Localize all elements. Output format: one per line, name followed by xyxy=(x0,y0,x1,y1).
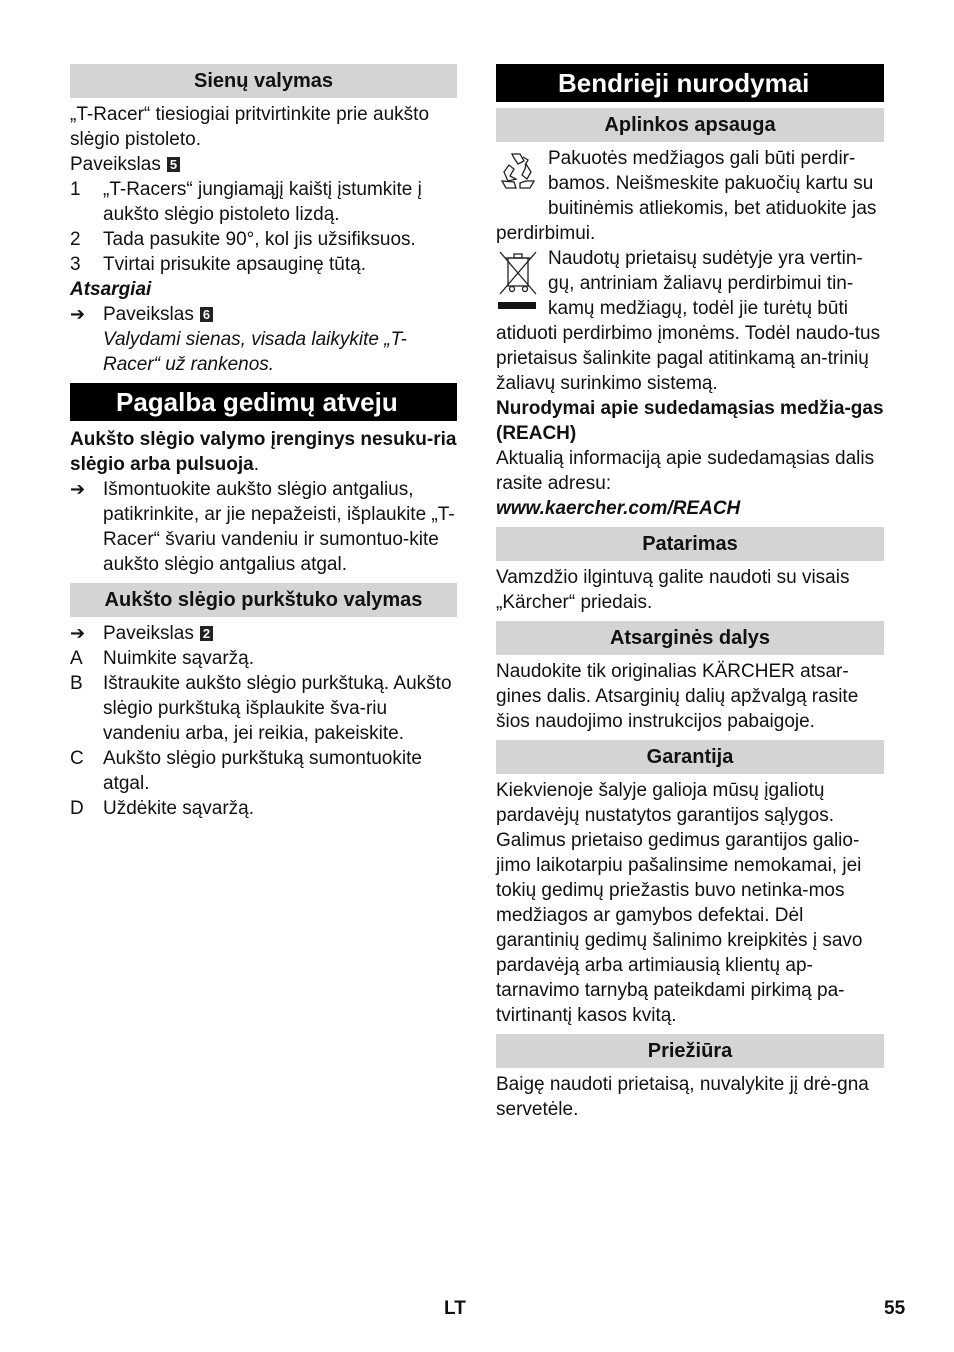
chapter-heading-general: Bendrieji nurodymai xyxy=(496,64,884,102)
step-text: Uždėkite sąvaržą. xyxy=(103,798,255,819)
caution-text: Valydami sienas, visada laikykite „T-Racer“ už rankenos. xyxy=(103,329,407,375)
section-heading-nozzle-cleaning: Aukšto slėgio purkštuko valymas xyxy=(70,583,457,617)
nozzle-figure-ref: ➔ Paveikslas 2 xyxy=(70,621,457,646)
nozzle-cleaning-steps xyxy=(70,646,457,821)
section-heading-tip: Patarimas xyxy=(496,527,884,561)
step-text: Nuimkite sąvaržą. xyxy=(103,648,254,669)
caution-label: Atsargiai xyxy=(70,279,152,300)
wall-cleaning-intro: „T-Racer“ tiesiogiai pritvirtinkite prie aukšto slėgio pistoleto. xyxy=(70,104,430,150)
figure-ref-5: Paveikslas 5 xyxy=(70,152,457,177)
reach-text: Aktualią informaciją apie sudedamąsias dalis rasite adresu: xyxy=(496,448,875,494)
step-marker: 2 xyxy=(70,229,81,250)
arrow-right-icon: ➔ xyxy=(70,304,86,324)
wall-cleaning-step xyxy=(70,227,457,252)
troubleshooting-problem: Aukšto slėgio valymo įrenginys nesuku-ria slėgio arba pulsuoja. xyxy=(70,429,457,475)
section-heading-wall-cleaning: Sienų valymas xyxy=(70,64,457,98)
nozzle-cleaning-step xyxy=(70,646,457,671)
wall-cleaning-step xyxy=(70,177,457,227)
step-text: Aukšto slėgio purkštuką sumontuokite atgal. xyxy=(103,748,422,794)
step-marker: 1 xyxy=(70,179,81,200)
troubleshooting-action: ➔ Išmontuokite aukšto slėgio antgalius, patikrinkite, ar jie nepažeisti, išplaukite „T-Racer“ švariu vandeniu ir sumontuo-kite aukšto slėgio antgalius atgal. xyxy=(70,479,455,575)
recycle-icon xyxy=(496,148,542,198)
nozzle-cleaning-step xyxy=(70,796,457,821)
step-marker: 3 xyxy=(70,254,81,275)
arrow-right-icon: ➔ xyxy=(70,623,86,643)
nozzle-cleaning-step xyxy=(70,671,457,746)
chapter-heading-troubleshooting: Pagalba gedimų atveju xyxy=(70,383,457,421)
step-text: „T-Racers“ jungiamąjį kaištį įstumkite į aukšto slėgio pistoleto lizdą. xyxy=(103,179,422,225)
step-marker: B xyxy=(70,673,83,694)
spare-parts-text: Naudokite tik originalias KÄRCHER atsar-gines dalis. Atsarginių dalių apžvalgą rasite šios naudojimo instrukcijos pabaigoje. xyxy=(496,661,859,732)
nozzle-cleaning-step xyxy=(70,746,457,796)
step-marker: A xyxy=(70,648,83,669)
crossed-bin-icon xyxy=(496,248,542,298)
care-text: Baigę naudoti prietaisą, nuvalykite jį drė-gna servetėle. xyxy=(496,1074,869,1120)
step-marker: D xyxy=(70,798,84,819)
reach-url-link[interactable]: www.kaercher.com/REACH xyxy=(496,498,741,519)
caution-text-row xyxy=(70,327,457,377)
step-text: Tada pasukite 90°, kol jis užsifiksuos. xyxy=(103,229,416,250)
wall-cleaning-steps xyxy=(70,177,457,277)
packaging-recycle-para: Pakuotės medžiagos gali būti perdir-bamos. Neišmeskite pakuočių kartu su buitinėmis atliekomis, bet atiduokite jas perdirbimui. xyxy=(496,148,877,244)
left-column xyxy=(70,64,457,821)
warranty-text: Kiekvienoje šalyje galioja mūsų įgaliotų pardavėjų nustatytos garantijos sąlygos. Galimus prietaiso gedimus garantijos galio-jimo laikotarpiu pašalinsime nemokamai, jei tokių gedimų priežastis buvo netinka-mos medžiagos ar gamybos defektai. Dėl garantinių gedimų šalinimo kreipkitės į savo pardavėją arba artimiausią klientų ap-tarnavimo tarnybą pateikdami pirkimą pa-tvirtinantį kasos kvitą. xyxy=(496,780,863,1026)
wall-cleaning-step xyxy=(70,252,457,277)
section-heading-warranty: Garantija xyxy=(496,740,884,774)
arrow-right-icon: ➔ xyxy=(70,479,86,499)
step-marker: C xyxy=(70,748,84,769)
footer-page-number: 55 xyxy=(884,1298,906,1319)
step-text: Tvirtai prisukite apsauginę tūtą. xyxy=(103,254,366,275)
weee-para: Naudotų prietaisų sudėtyje yra vertin-gų, antriniam žaliavų perdirbimui tin-kamų medžiagų, todėl jie turėtų būti atiduoti perdirbimo įmonėms. Todėl naudo-tus prietaisus šalinkite pagal atitinkamą an-trinių žaliavų surinkimo sistemą. xyxy=(496,248,881,394)
figure-number-badge: 2 xyxy=(200,626,213,641)
section-heading-spare-parts: Atsarginės dalys xyxy=(496,621,884,655)
step-text: Ištraukite aukšto slėgio purkštuką. Aukšto slėgio purkštuką išplaukite šva-riu vandeniu arba, jei reikia, pakeiskite. xyxy=(103,673,452,744)
footer-language: LT xyxy=(444,1298,466,1319)
section-heading-environment: Aplinkos apsauga xyxy=(496,108,884,142)
section-heading-care: Priežiūra xyxy=(496,1034,884,1068)
figure-number-badge: 6 xyxy=(200,307,213,322)
figure-number-badge: 5 xyxy=(167,157,180,172)
tip-text: Vamzdžio ilgintuvą galite naudoti su visais „Kärcher“ priedais. xyxy=(496,567,850,613)
right-column xyxy=(496,64,884,1122)
reach-heading: Nurodymai apie sudedamąsias medžia-gas (REACH) xyxy=(496,398,884,444)
caution-figure-ref: ➔ Paveikslas 6 xyxy=(70,302,457,327)
